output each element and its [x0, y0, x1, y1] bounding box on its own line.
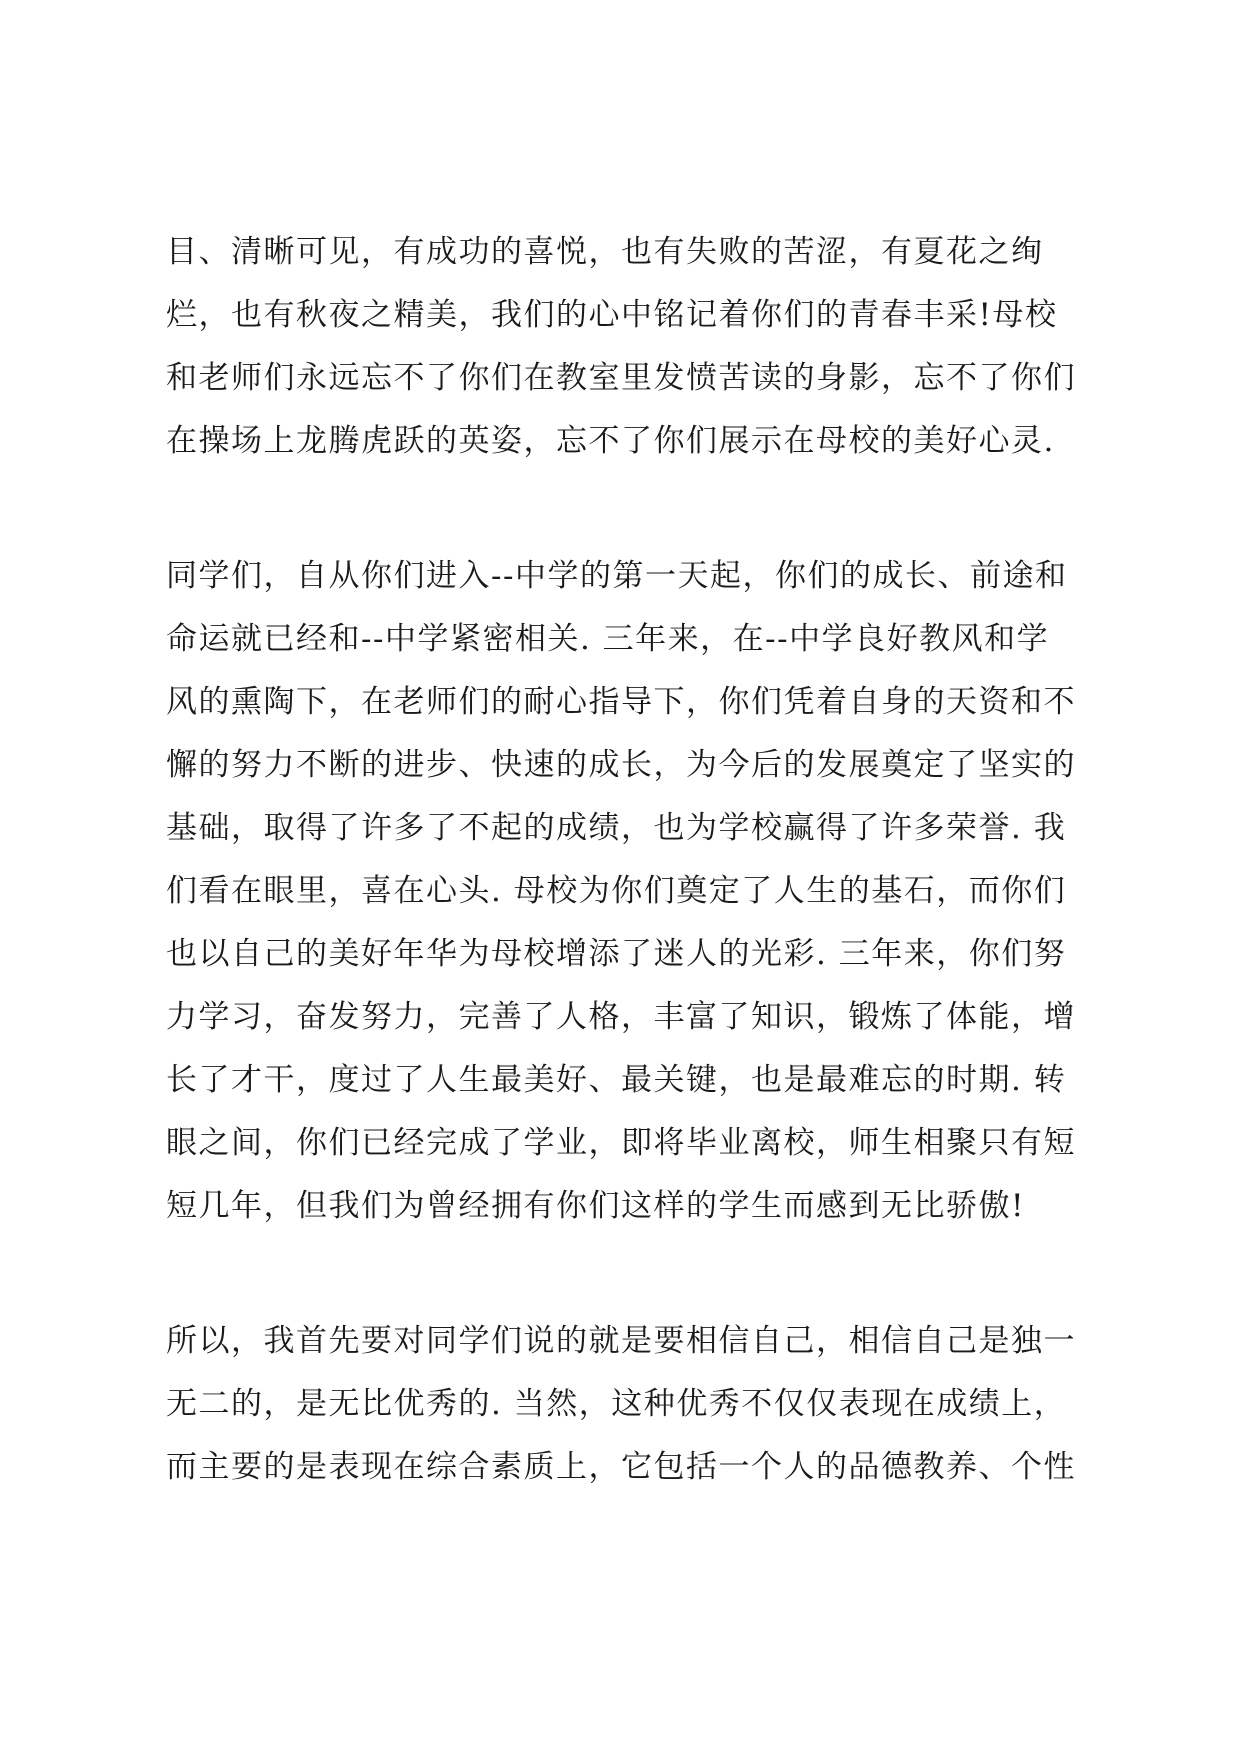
text-line: 基础，取得了许多了不起的成绩，也为学校赢得了许多荣誉. 我	[166, 810, 1067, 846]
text-line: 而主要的是表现在综合素质上，它包括一个人的品德教养、个性	[166, 1449, 1076, 1485]
text-line: 和老师们永远忘不了你们在教室里发愤苦读的身影，忘不了你们	[166, 360, 1076, 396]
text-line: 烂，也有秋夜之精美，我们的心中铭记着你们的青春丰采!母校	[166, 297, 1058, 333]
text-line: 短几年，但我们为曾经拥有你们这样的学生而感到无比骄傲!	[166, 1188, 1025, 1224]
text-line: 在操场上龙腾虎跃的英姿，忘不了你们展示在母校的美好心灵.	[166, 423, 1055, 459]
text-line: 风的熏陶下，在老师们的耐心指导下，你们凭着自身的天资和不	[166, 684, 1076, 720]
text-line: 同学们，自从你们进入--中学的第一天起，你们的成长、前途和	[166, 558, 1068, 594]
text-line: 长了才干，度过了人生最美好、最关键，也是最难忘的时期. 转	[166, 1062, 1067, 1098]
text-line: 们看在眼里，喜在心头. 母校为你们奠定了人生的基石，而你们	[166, 873, 1067, 909]
text-line: 力学习，奋发努力，完善了人格，丰富了知识，锻炼了体能，增	[166, 999, 1076, 1035]
text-line: 眼之间，你们已经完成了学业，即将毕业离校，师生相聚只有短	[166, 1125, 1076, 1161]
text-line: 懈的努力不断的进步、快速的成长，为今后的发展奠定了坚实的	[166, 747, 1076, 783]
text-line: 无二的，是无比优秀的. 当然，这种优秀不仅仅表现在成绩上，	[166, 1386, 1067, 1422]
text-line: 所以，我首先要对同学们说的就是要相信自己，相信自己是独一	[166, 1323, 1076, 1359]
text-line: 也以自己的美好年华为母校增添了迷人的光彩. 三年来，你们努	[166, 936, 1067, 972]
text-line: 目、清晰可见，有成功的喜悦，也有失败的苦涩，有夏花之绚	[166, 234, 1044, 270]
text-line: 命运就已经和--中学紧密相关. 三年来，在--中学良好教风和学	[166, 621, 1050, 657]
